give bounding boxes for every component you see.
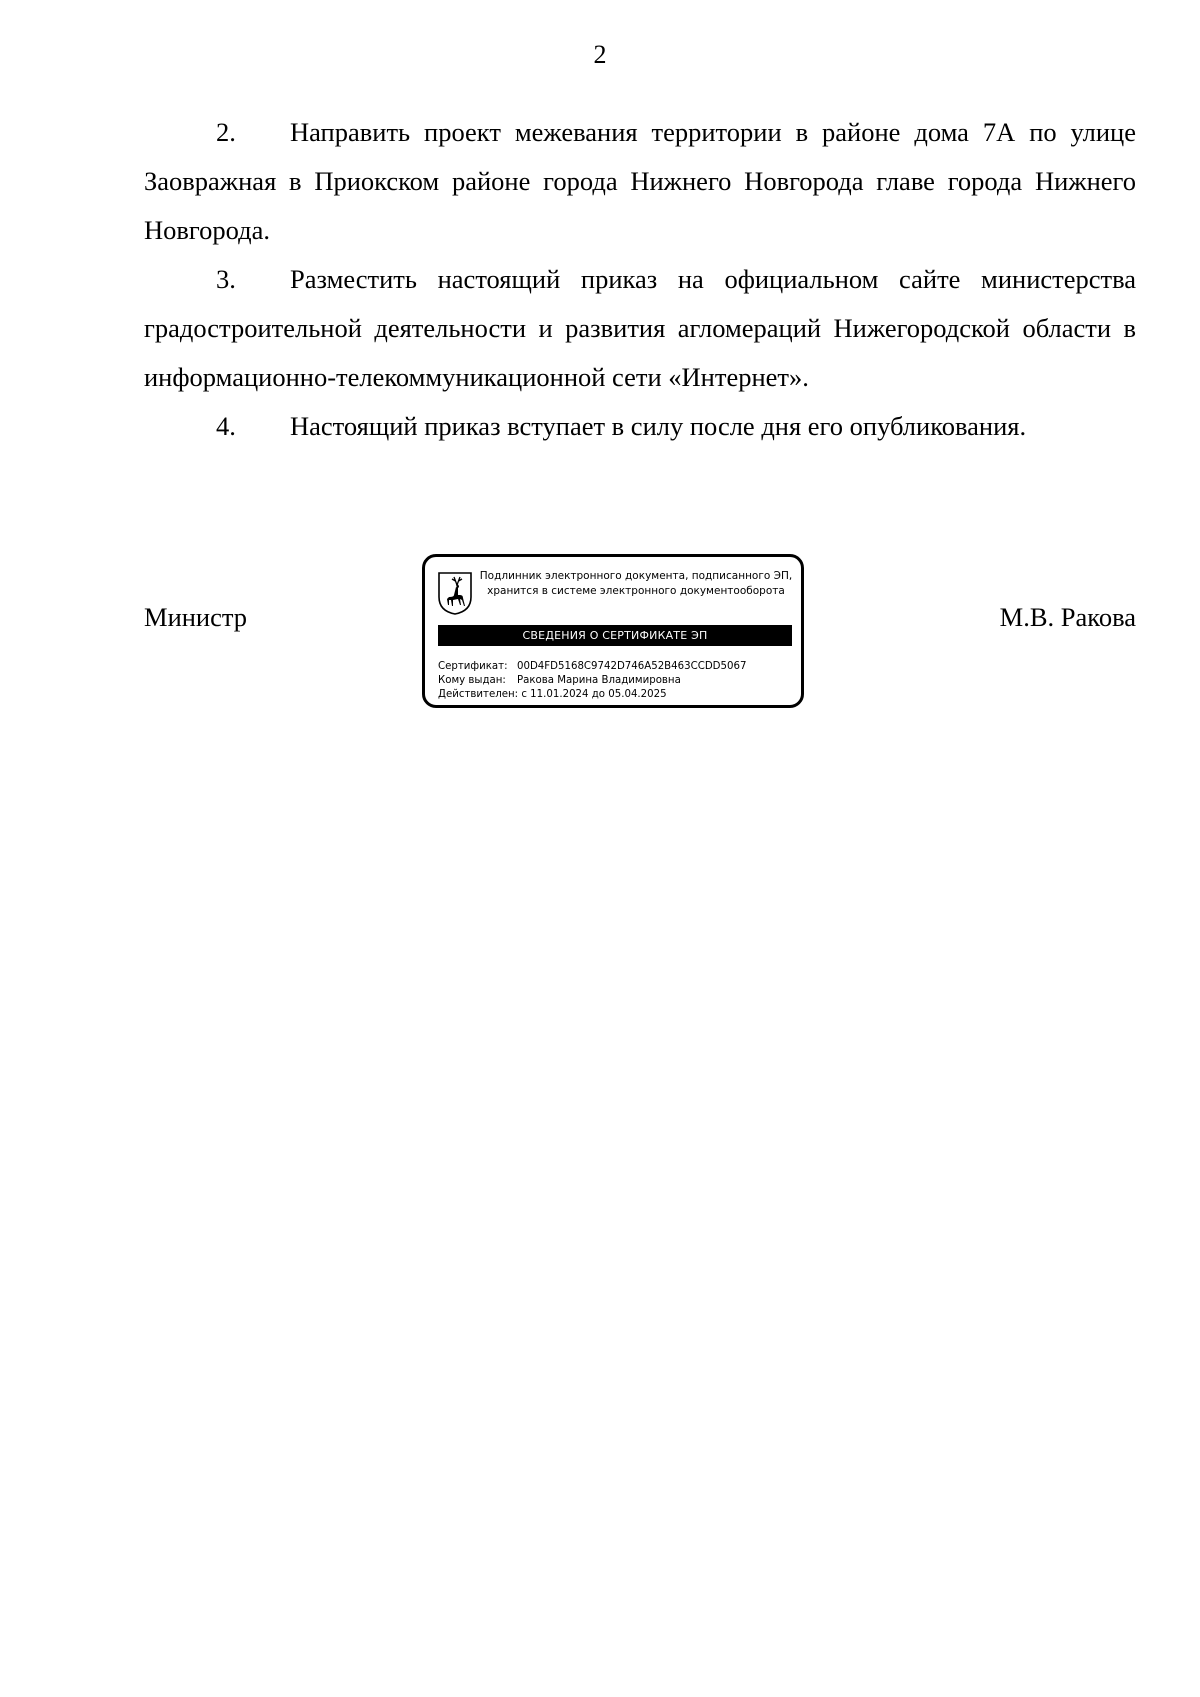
validity-label: Действителен: <box>438 689 519 700</box>
page-number: 2 <box>593 40 607 69</box>
certificate-label: Сертификат: <box>438 661 508 672</box>
issued-to-value: Ракова Марина Владимировна <box>517 675 681 686</box>
order-item-3 <box>144 255 1136 402</box>
stamp-header-line: хранится в системе электронного документооборота <box>487 585 785 597</box>
validity-row <box>438 688 794 702</box>
issued-to-label: Кому выдан: <box>438 675 506 686</box>
item-number: 3. <box>216 264 236 294</box>
item-number: 4. <box>216 411 236 441</box>
item-text: Разместить настоящий приказ на официальном сайте министерства градостроительной деятельности и развития агломераций Нижегородской области в информационно-телекоммуникационной сети «Интернет». <box>144 264 1136 392</box>
order-item-2 <box>144 108 1136 255</box>
order-item-4 <box>144 402 1136 451</box>
stamp-header-line: Подлинник электронного документа, подписанного ЭП, <box>479 570 793 582</box>
validity-value: с 11.01.2024 до 05.04.2025 <box>521 689 667 700</box>
certificate-info-bar: СВЕДЕНИЯ О СЕРТИФИКАТЕ ЭП <box>438 625 792 646</box>
stamp-header <box>477 569 795 599</box>
certificate-row <box>438 660 794 674</box>
item-text: Направить проект межевания территории в районе дома 7А по улице Заовражная в Приокском районе города Нижнего Новгорода главе города Нижнего Новгорода. <box>144 117 1136 245</box>
deer-emblem-icon <box>437 571 473 615</box>
signer-position: Министр <box>144 602 248 632</box>
issued-to-row <box>438 674 794 688</box>
item-number: 2. <box>216 117 236 147</box>
electronic-signature-stamp <box>422 554 804 708</box>
item-text: Настоящий приказ вступает в силу после дня его опубликования. <box>290 411 1027 441</box>
certificate-details <box>438 660 794 702</box>
certificate-value: 00D4FD5168C9742D746A52B463CCDD5067 <box>517 661 747 672</box>
signer-name: М.В. Ракова <box>999 602 1136 632</box>
signature-block <box>0 548 1200 718</box>
